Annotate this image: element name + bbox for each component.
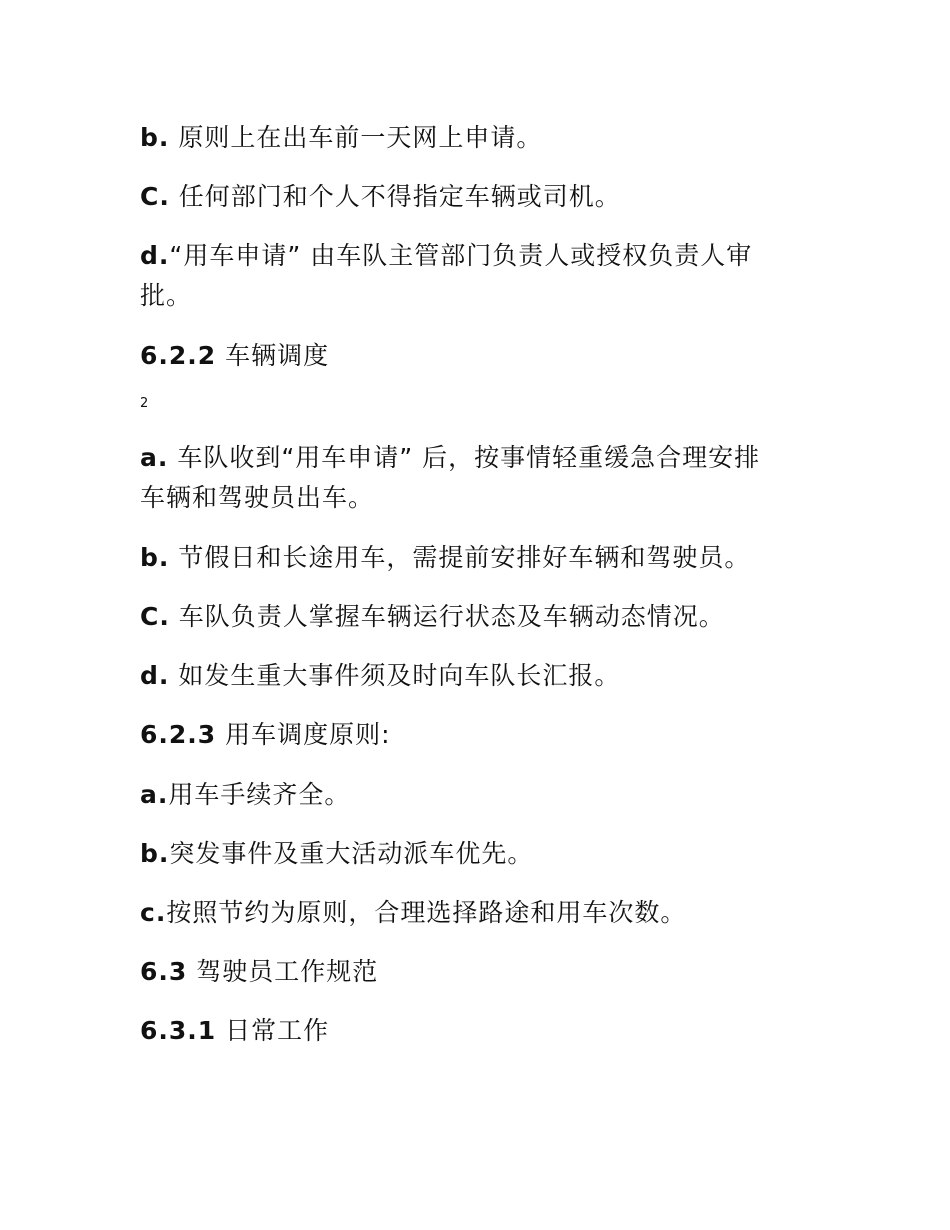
clause-a-arrange-vehicles-continued: [140, 478, 820, 518]
section-heading-6-2-2: [140, 336, 820, 376]
clause-a-arrange-vehicles: [140, 438, 820, 478]
clause-marker: a.: [140, 780, 169, 809]
section-title: 用车调度原则:: [216, 720, 391, 749]
section-title: 驾驶员工作规范: [187, 957, 379, 986]
clause-text: 用车手续齐全。: [168, 780, 351, 809]
clause-text: 车辆和驾驶员出车。: [140, 483, 375, 512]
section-heading-6-3: [140, 952, 820, 992]
section-title: 车辆调度: [216, 341, 330, 370]
clause-b-holidays: [140, 538, 820, 578]
clause-d-report: [140, 656, 820, 696]
section-number: 6.2.3: [140, 720, 217, 749]
principle-b: [140, 834, 820, 874]
clause-marker: C.: [140, 602, 170, 631]
clause-text: 任何部门和个人不得指定车辆或司机。: [169, 182, 621, 211]
clause-marker: b.: [140, 123, 170, 152]
principle-c: [140, 893, 820, 933]
section-number: 6.2.2: [140, 341, 217, 370]
clause-text: 如发生重大事件须及时向车队长汇报。: [169, 661, 621, 690]
clause-text: 车队收到“用车申请” 后，按事情轻重缓急合理安排: [168, 443, 761, 472]
clause-marker: b.: [140, 839, 170, 868]
page-number: 2: [140, 396, 149, 411]
clause-text: 车队负责人掌握车辆运行状态及车辆动态情况。: [169, 602, 725, 631]
section-number: 6.3: [140, 957, 188, 986]
clause-c-no-designation: [140, 177, 820, 217]
principle-a: [140, 775, 820, 815]
clause-marker: b.: [140, 543, 170, 572]
clause-marker: c.: [140, 898, 167, 927]
clause-d-approval-continued: [140, 276, 820, 316]
section-title: 日常工作: [216, 1016, 330, 1045]
clause-text: 突发事件及重大活动派车优先。: [169, 839, 534, 868]
clause-text: 节假日和长途用车，需提前安排好车辆和驾驶员。: [169, 543, 751, 572]
section-heading-6-3-1: [140, 1011, 820, 1051]
clause-marker: d.: [140, 661, 170, 690]
clause-text: “用车申请” 由车队主管部门负责人或授权负责人审: [169, 241, 753, 270]
clause-c-fleet-status: [140, 597, 820, 637]
section-number: 6.3.1: [140, 1016, 217, 1045]
clause-marker: C.: [140, 182, 170, 211]
clause-b-apply-in-advance: [140, 118, 820, 158]
clause-text: 原则上在出车前一天网上申请。: [169, 123, 543, 152]
clause-d-approval: [140, 236, 820, 276]
section-heading-6-2-3: [140, 715, 820, 755]
clause-marker: d.: [140, 241, 170, 270]
clause-text: 批。: [140, 281, 193, 310]
clause-marker: a.: [140, 443, 169, 472]
clause-text: 按照节约为原则，合理选择路途和用车次数。: [166, 898, 687, 927]
